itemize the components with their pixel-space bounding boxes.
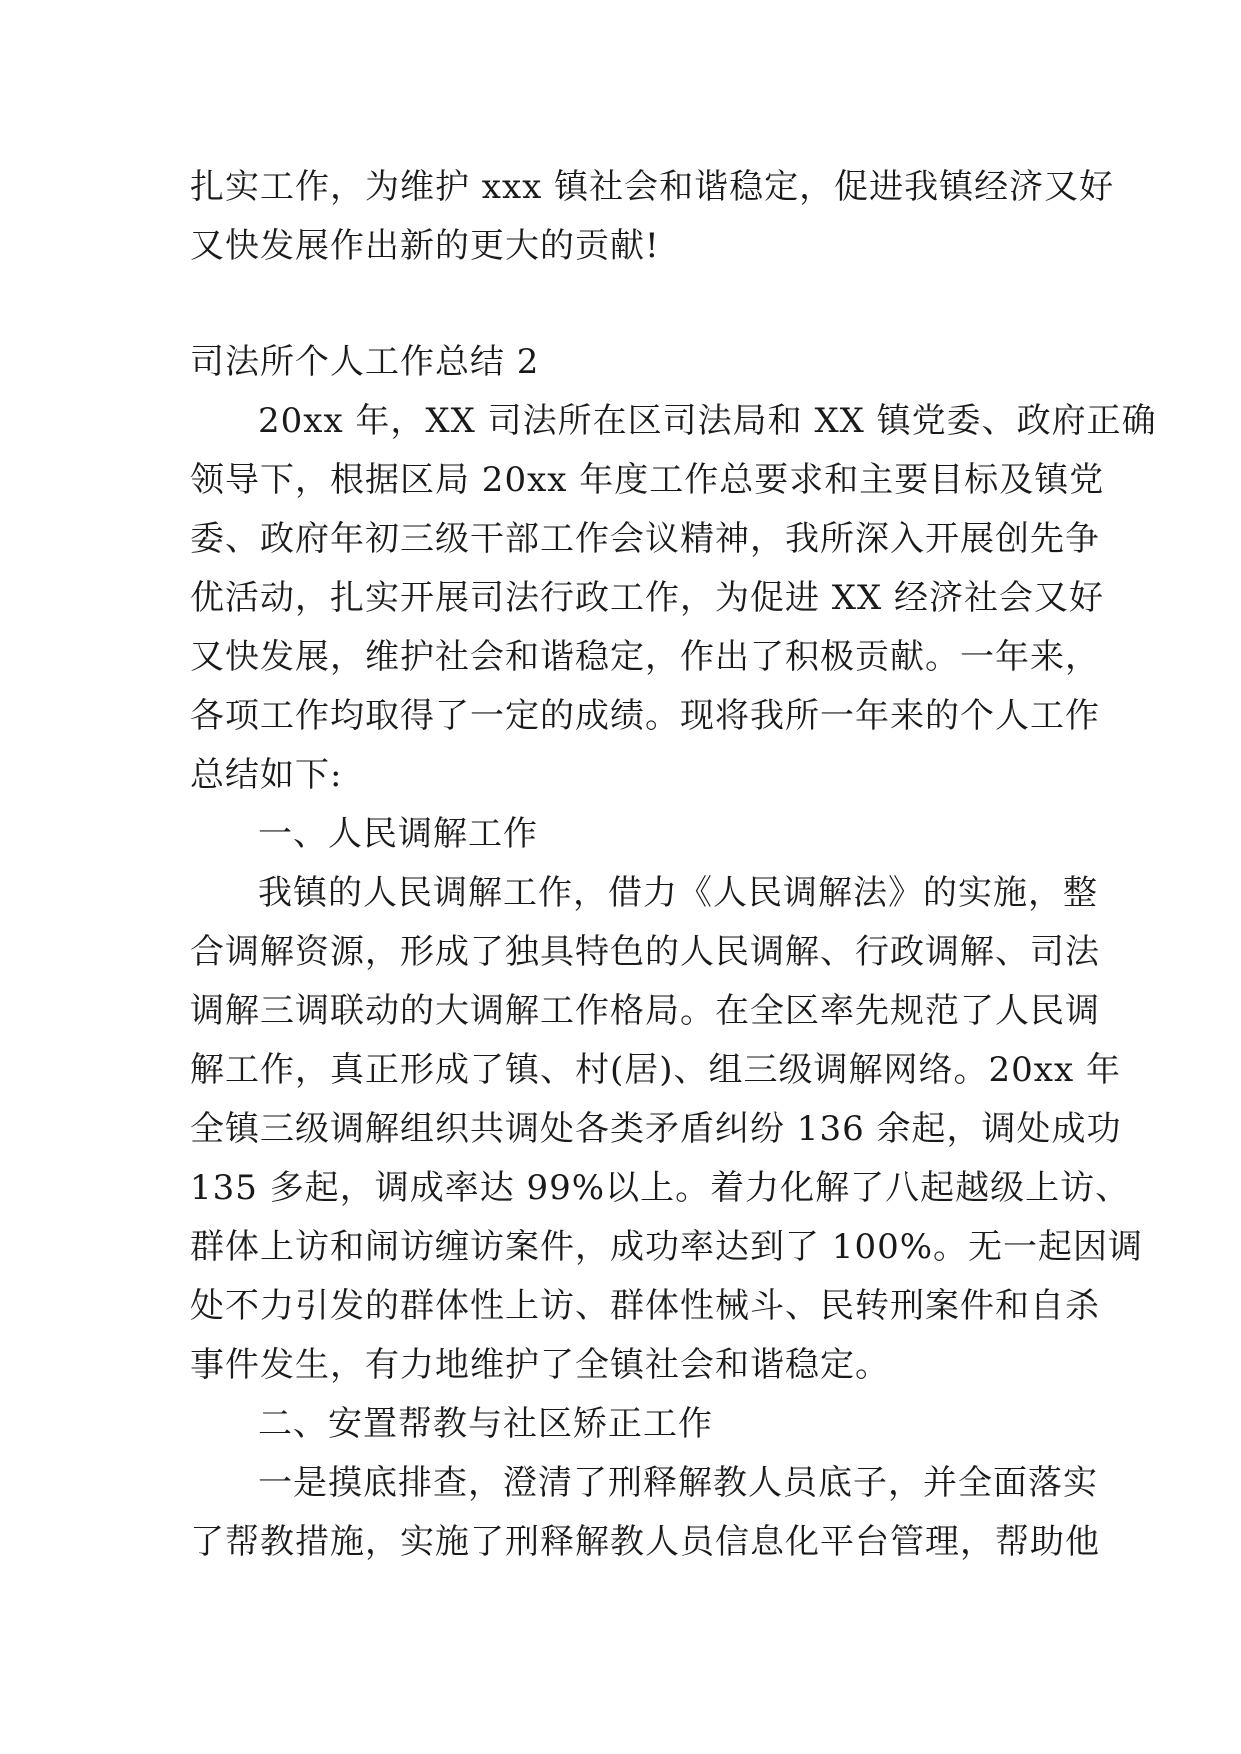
paragraph-line: 处不力引发的群体性上访、群体性械斗、民转刑案件和自杀 [190,1286,1100,1326]
paragraph-line: 合调解资源，形成了独具特色的人民调解、行政调解、司法 [190,932,1100,972]
intro-line: 又快发展作出新的更大的贡献! [190,226,660,266]
paragraph-line: 20xx 年，XX 司法所在区司法局和 XX 镇党委、政府正确 [258,401,1157,441]
paragraph-line: 全镇三级调解组织共调处各类矛盾纠纷 136 余起，调处成功 [190,1109,1122,1149]
heading-resettlement: 二、安置帮教与社区矫正工作 [258,1404,713,1444]
paragraph-line: 调解三调联动的大调解工作格局。在全区率先规范了人民调 [190,991,1100,1031]
paragraph-line: 群体上访和闹访缠访案件，成功率达到了 100%。无一起因调 [190,1227,1144,1267]
paragraph-line: 解工作，真正形成了镇、村(居)、组三级调解网络。20xx 年 [190,1050,1121,1090]
paragraph-line: 了帮教措施，实施了刑释解教人员信息化平台管理，帮助他 [190,1522,1100,1562]
paragraph-line: 又快发展，维护社会和谐稳定，作出了积极贡献。一年来， [190,637,1100,677]
document-page [190,158,1157,1572]
intro-line: 扎实工作，为维护 xxx 镇社会和谐稳定，促进我镇经济又好 [190,167,1115,207]
paragraph-line: 优活动，扎实开展司法行政工作，为促进 XX 经济社会又好 [190,578,1105,618]
paragraph-line: 我镇的人民调解工作，借力《人民调解法》的实施，整 [258,873,1098,913]
paragraph-line: 一是摸底排查，澄清了刑释解教人员底子，并全面落实 [258,1463,1098,1503]
heading-people-mediation: 一、人民调解工作 [258,814,538,854]
paragraph-line: 领导下，根据区局 20xx 年度工作总要求和主要目标及镇党 [190,460,1105,500]
paragraph-line: 委、政府年初三级干部工作会议精神，我所深入开展创先争 [190,519,1100,559]
paragraph-line: 135 多起，调成率达 99%以上。着力化解了八起越级上访、 [190,1168,1131,1208]
section-title: 司法所个人工作总结 2 [190,342,540,382]
paragraph-line: 总结如下: [190,755,343,795]
paragraph-line: 各项工作均取得了一定的成绩。现将我所一年来的个人工作 [190,696,1100,736]
paragraph-line: 事件发生，有力地维护了全镇社会和谐稳定。 [190,1345,890,1385]
